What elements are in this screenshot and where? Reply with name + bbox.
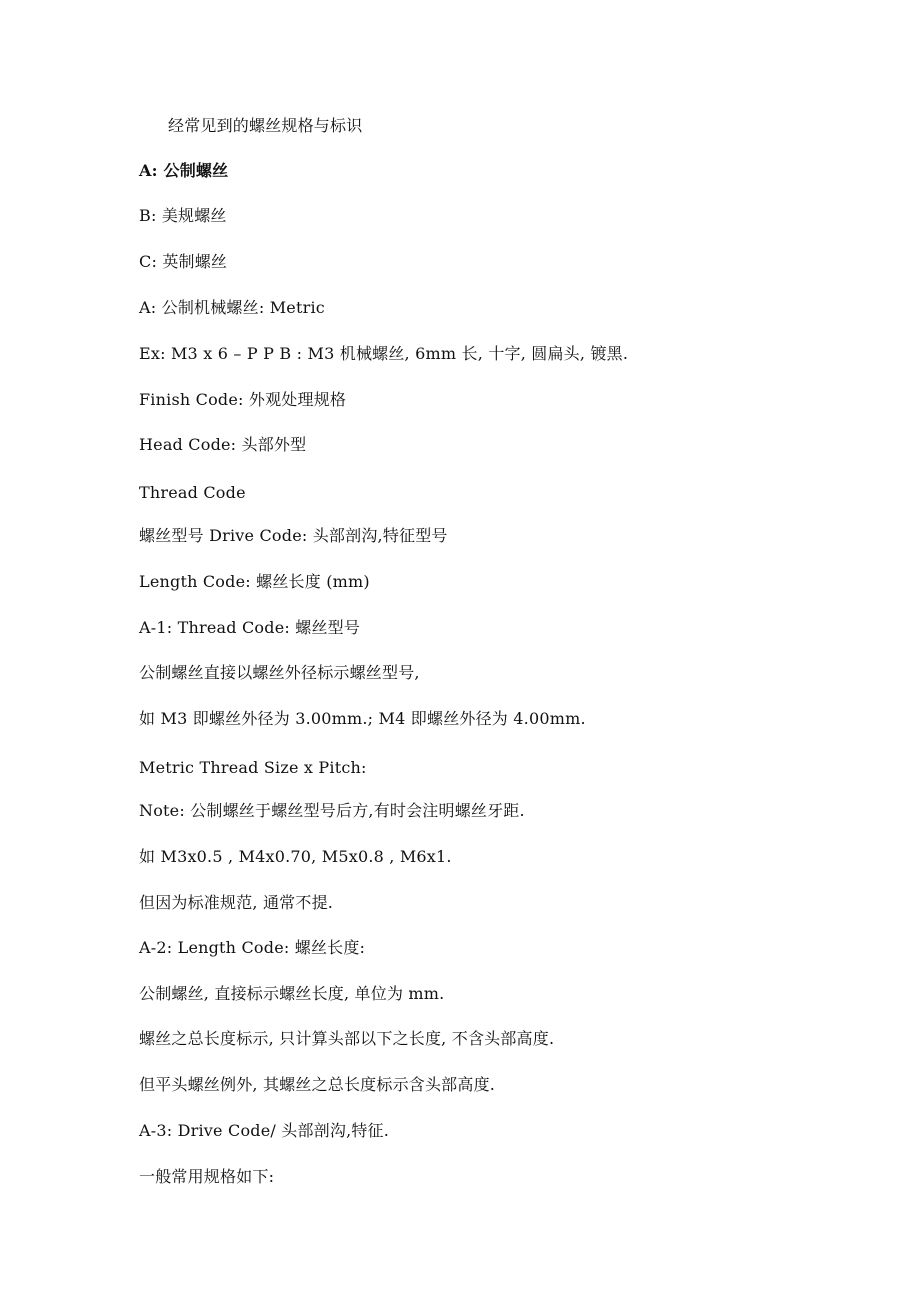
text-line: 如 M3x0.5 , M4x0.70, M5x0.8 , M6x1. — [139, 847, 452, 866]
text-line: 一般常用规格如下: — [139, 1167, 275, 1186]
text-line: A-3: Drive Code/ 头部剖沟,特征. — [139, 1121, 390, 1140]
text-line: Head Code: 头部外型 — [139, 435, 307, 454]
text-line: Ex: M3 x 6 – P P B : M3 机械螺丝, 6mm 长, 十字, 圆扁头, 镀黑. — [139, 344, 629, 363]
text-line: 螺丝之总长度标示, 只计算头部以下之长度, 不含头部高度. — [139, 1029, 555, 1048]
text-line: A-2: Length Code: 螺丝长度: — [139, 938, 366, 957]
text-line: Finish Code: 外观处理规格 — [139, 390, 347, 409]
section-imperial-heading: C: 英制螺丝 — [139, 252, 228, 271]
text-line: 公制螺丝直接以螺丝外径标示螺丝型号, — [139, 663, 420, 682]
document-title: 经常见到的螺丝规格与标识 — [168, 116, 363, 135]
text-line: 但因为标准规范, 通常不提. — [139, 893, 334, 912]
text-line: Thread Code — [139, 483, 246, 502]
text-line: Note: 公制螺丝于螺丝型号后方,有时会注明螺丝牙距. — [139, 801, 525, 820]
section-metric-heading: A: 公制螺丝 — [139, 161, 229, 180]
text-line: Length Code: 螺丝长度 (mm) — [139, 572, 370, 591]
text-line: 螺丝型号 Drive Code: 头部剖沟,特征型号 — [139, 526, 448, 545]
text-line: A-1: Thread Code: 螺丝型号 — [139, 618, 361, 637]
text-line: Metric Thread Size x Pitch: — [139, 758, 367, 777]
section-us-heading: B: 美规螺丝 — [139, 206, 227, 225]
text-line: 如 M3 即螺丝外径为 3.00mm.; M4 即螺丝外径为 4.00mm. — [139, 709, 586, 728]
text-line: 但平头螺丝例外, 其螺丝之总长度标示含头部高度. — [139, 1075, 496, 1094]
text-line: A: 公制机械螺丝: Metric — [139, 298, 325, 317]
text-line: 公制螺丝, 直接标示螺丝长度, 单位为 mm. — [139, 984, 445, 1003]
